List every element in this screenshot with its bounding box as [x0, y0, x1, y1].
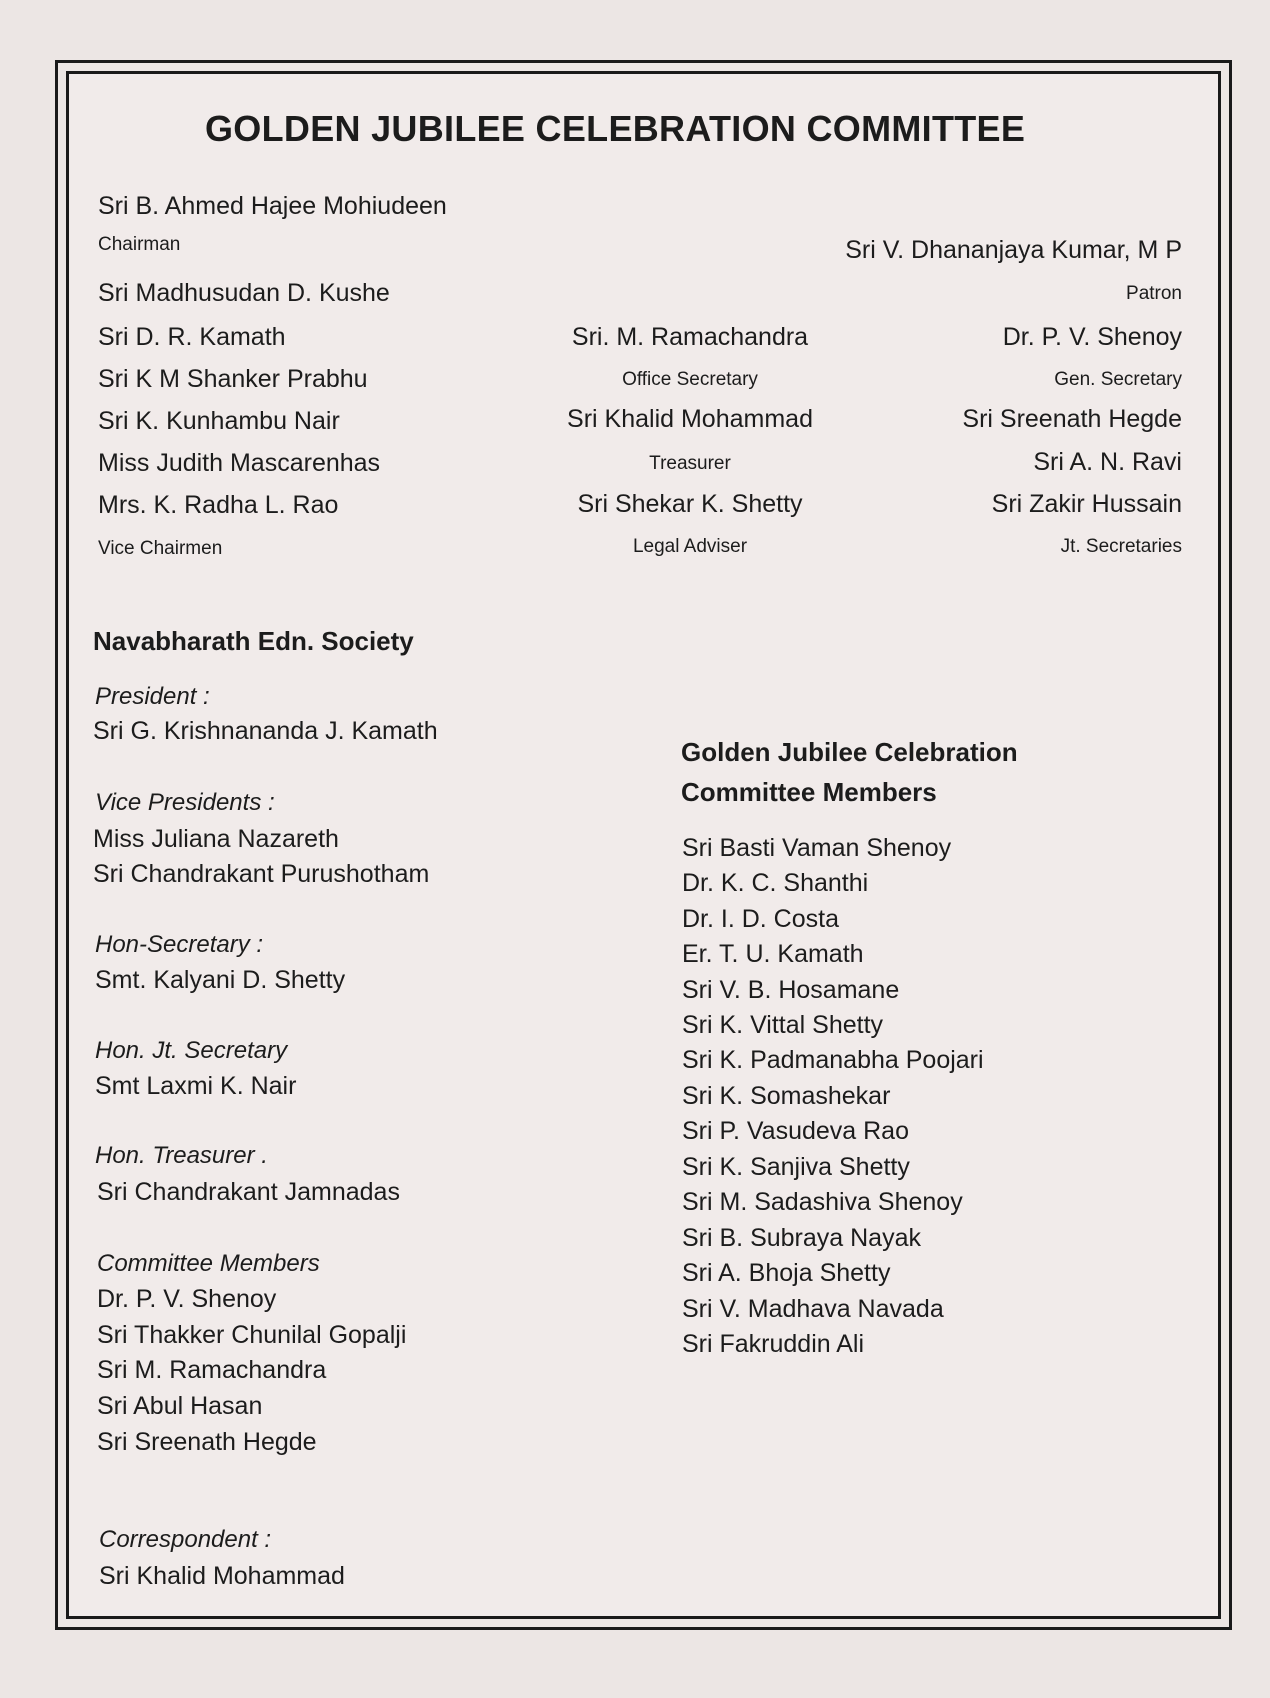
president-name: Sri G. Krishnananda J. Kamath [93, 717, 438, 745]
celebration-member: Sri K. Sanjiva Shetty [682, 1153, 910, 1181]
celebration-member: Sri M. Sadashiva Shenoy [682, 1188, 963, 1216]
celebration-heading-line2: Committee Members [681, 777, 937, 807]
vice-chairman: Mrs. K. Radha L. Rao [98, 491, 339, 519]
hon-secretary-label: Hon-Secretary : [95, 931, 264, 958]
celebration-member: Sri V. B. Hosamane [682, 976, 900, 1004]
celebration-member: Dr. I. D. Costa [682, 905, 839, 933]
vice-president: Sri Chandrakant Purushotham [93, 860, 430, 888]
celebration-member: Sri K. Padmanabha Poojari [682, 1046, 984, 1074]
vice-chairman: Sri Madhusudan D. Kushe [98, 279, 390, 307]
correspondent-label: Correspondent : [99, 1526, 272, 1553]
office-secretary-name: Sri. M. Ramachandra [571, 323, 809, 351]
patron-role: Patron [1126, 283, 1182, 304]
committee-member: Sri M. Ramachandra [97, 1356, 327, 1384]
hon-treasurer-name: Sri Chandrakant Jamnadas [97, 1178, 400, 1206]
president-label: President : [95, 683, 210, 710]
hon-jt-secretary-name: Smt Laxmi K. Nair [95, 1072, 297, 1100]
jt-secretary: Sri A. N. Ravi [1033, 448, 1182, 476]
jt-secretary: Sri Sreenath Hegde [962, 405, 1182, 433]
chairman-role: Chairman [98, 234, 181, 255]
treasurer-role: Treasurer [649, 453, 731, 474]
vice-chairman: Miss Judith Mascarenhas [98, 449, 381, 477]
committee-member: Sri Abul Hasan [97, 1392, 263, 1420]
celebration-member: Sri A. Bhoja Shetty [682, 1259, 891, 1287]
celebration-member: Sri V. Madhava Navada [682, 1295, 944, 1323]
celebration-member: Sri Fakruddin Ali [682, 1330, 865, 1358]
treasurer-name: Sri Khalid Mohammad [567, 405, 813, 433]
correspondent-name: Sri Khalid Mohammad [99, 1562, 345, 1590]
vice-chairmen-role: Vice Chairmen [98, 538, 223, 559]
jt-secretaries-role: Jt. Secretaries [1060, 536, 1182, 557]
legal-adviser-name: Sri Shekar K. Shetty [577, 490, 803, 518]
page-title: GOLDEN JUBILEE CELEBRATION COMMITTEE [205, 108, 1026, 149]
hon-treasurer-label: Hon. Treasurer . [95, 1142, 268, 1169]
vice-chairman: Sri K. Kunhambu Nair [98, 407, 340, 435]
patron-name: Sri V. Dhananjaya Kumar, M P [845, 236, 1182, 264]
society-heading: Navabharath Edn. Society [93, 626, 414, 656]
celebration-heading-line1: Golden Jubilee Celebration [681, 737, 1018, 767]
gen-secretary-role: Gen. Secretary [1054, 369, 1182, 390]
committee-member: Sri Thakker Chunilal Gopalji [97, 1321, 407, 1349]
committee-members-label: Committee Members [97, 1250, 320, 1277]
chairman-name: Sri B. Ahmed Hajee Mohiudeen [98, 192, 447, 220]
celebration-member: Dr. K. C. Shanthi [682, 869, 869, 897]
celebration-member: Sri K. Somashekar [682, 1082, 891, 1110]
legal-adviser-role: Legal Adviser [632, 536, 748, 557]
vice-chairman: Sri D. R. Kamath [98, 323, 286, 351]
celebration-member: Sri B. Subraya Nayak [682, 1224, 921, 1252]
committee-member: Sri Sreenath Hegde [97, 1428, 317, 1456]
vice-president: Miss Juliana Nazareth [93, 825, 339, 853]
hon-jt-secretary-label: Hon. Jt. Secretary [95, 1037, 288, 1064]
vice-chairman: Sri K M Shanker Prabhu [98, 365, 368, 393]
hon-secretary-name: Smt. Kalyani D. Shetty [95, 966, 346, 994]
vice-presidents-label: Vice Presidents : [95, 789, 275, 816]
celebration-member: Sri K. Vittal Shetty [682, 1011, 884, 1039]
celebration-member: Sri Basti Vaman Shenoy [682, 834, 952, 862]
celebration-member: Sri P. Vasudeva Rao [682, 1117, 909, 1145]
celebration-member: Er. T. U. Kamath [682, 940, 864, 968]
jt-secretary: Sri Zakir Hussain [991, 490, 1182, 518]
gen-secretary-name: Dr. P. V. Shenoy [1002, 323, 1182, 351]
committee-member: Dr. P. V. Shenoy [97, 1285, 277, 1313]
office-secretary-role: Office Secretary [622, 369, 758, 390]
